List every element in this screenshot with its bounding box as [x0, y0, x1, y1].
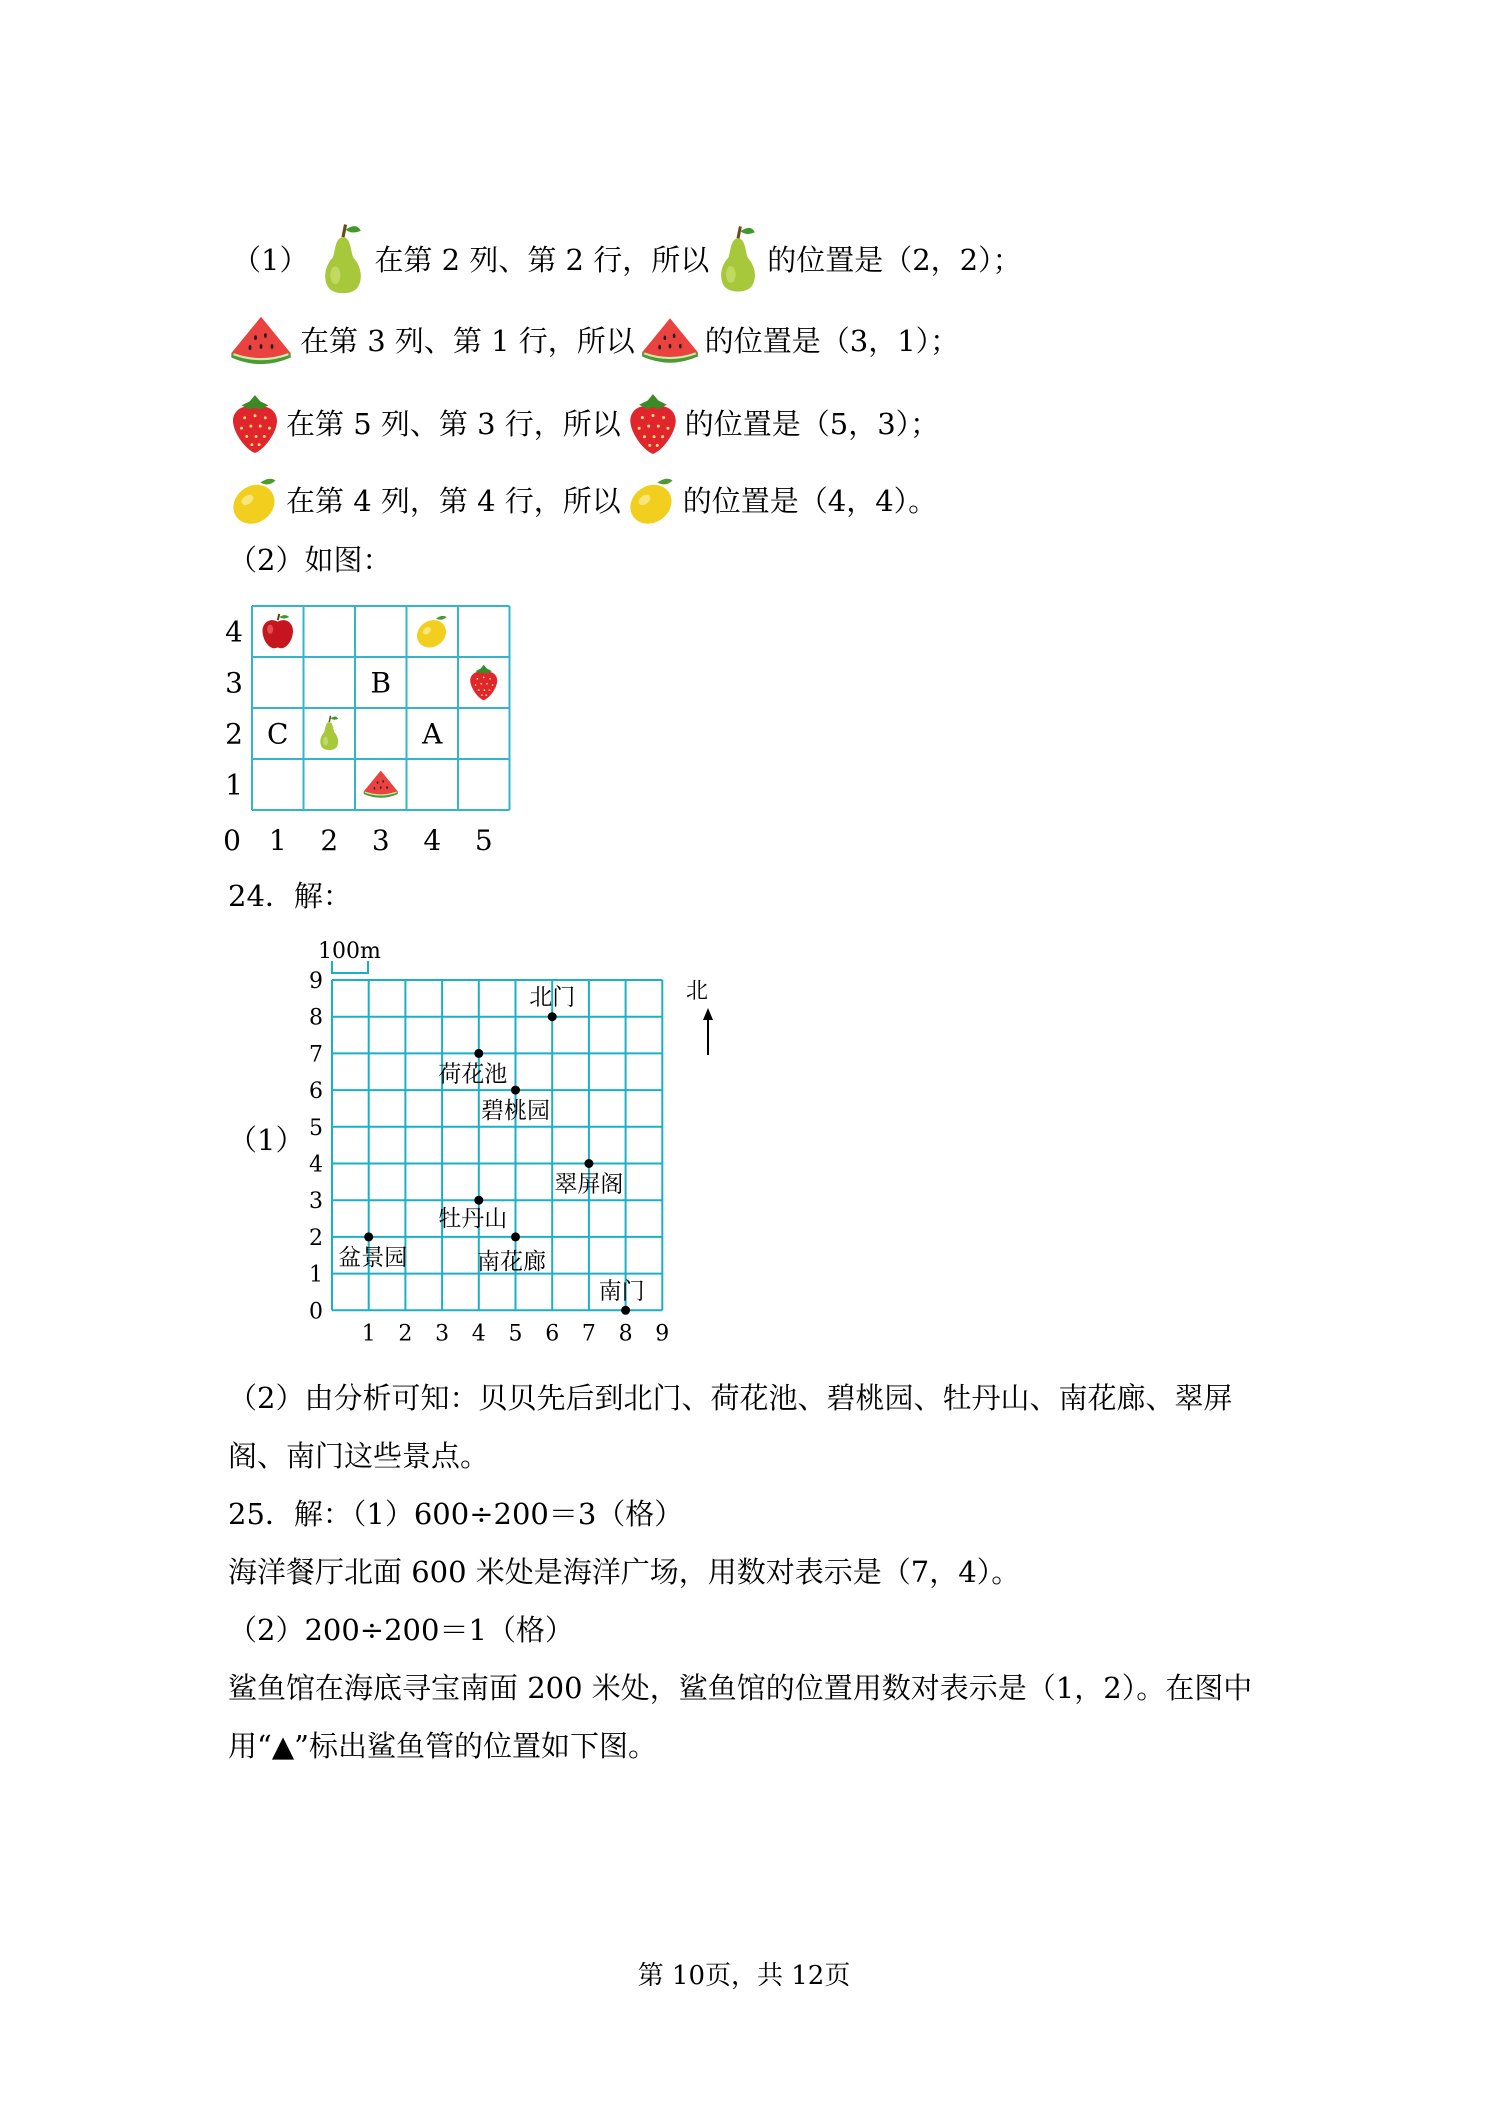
map-y-tick: 6: [309, 1079, 323, 1105]
lemon-line: [228, 470, 937, 532]
lemon-icon: [412, 614, 452, 653]
lemon-text-end: 的位置是（4，4）。: [682, 484, 938, 518]
q1-prefix: （1）: [232, 243, 309, 277]
q25-line2: [228, 1552, 1020, 1592]
watermelon-line: [228, 313, 959, 369]
x-tick-label: 0: [223, 824, 241, 857]
q24-q2-line2-text: 阁、南门这些景点。: [228, 1439, 490, 1473]
strawberry-icon: [228, 393, 282, 455]
map-y-tick: 4: [309, 1152, 323, 1178]
map-point-label: 荷花池: [438, 1061, 508, 1088]
map-point-dot: [584, 1159, 593, 1168]
apple-icon: [262, 614, 293, 648]
q24-q2-line1-text: （2）由分析可知：贝贝先后到北门、荷花池、碧桃园、牡丹山、南花廊、翠屏: [228, 1381, 1233, 1415]
map-point-dot: [474, 1196, 483, 1205]
park-map: [290, 930, 730, 1350]
pear-icon: [320, 716, 338, 750]
watermelon-icon: [228, 313, 294, 369]
map-y-tick: 7: [309, 1042, 323, 1068]
map-point-dot: [548, 1012, 557, 1021]
map-x-tick: 4: [471, 1321, 486, 1347]
y-tick-label: 3: [225, 666, 243, 700]
strawberry-icon: [625, 392, 681, 456]
pear-text-mid: 在第 2 列、第 2 行，所以: [374, 243, 710, 277]
q24-heading: [228, 876, 352, 916]
strawberry-line: [228, 392, 939, 456]
map-point-dot: [511, 1086, 520, 1095]
strawberry-icon: [470, 665, 497, 700]
map-point-label: 翠屏阁: [554, 1171, 624, 1198]
y-tick-label: 4: [225, 615, 243, 649]
x-tick-label: 2: [320, 824, 339, 857]
watermelon-icon: [639, 314, 701, 368]
strawberry-text-end: 的位置是（5，3）；: [684, 407, 940, 441]
watermelon-text-end: 的位置是（3，1）；: [704, 324, 960, 358]
map-y-tick: 2: [309, 1225, 323, 1251]
map-point-label: 碧桃园: [481, 1098, 550, 1125]
q25-line4: [228, 1668, 1252, 1708]
q2-label: [228, 540, 391, 580]
map-point-dot: [511, 1232, 520, 1241]
pear-text-end: 的位置是（2，2）；: [767, 243, 1022, 277]
map-x-tick: 1: [361, 1321, 376, 1347]
map-x-tick: 8: [618, 1321, 633, 1347]
map-y-tick: 5: [309, 1115, 323, 1141]
q25-line2-text: 海洋餐厅北面 600 米处是海洋广场，用数对表示是（7，4）。: [228, 1555, 1021, 1589]
q2-text: （2）如图：: [228, 543, 392, 577]
x-tick-label: 5: [474, 824, 493, 857]
map-x-tick: 5: [508, 1321, 523, 1347]
watermelon-icon: [364, 771, 398, 798]
map-point-dot: [474, 1049, 483, 1058]
pear-icon: [316, 222, 370, 298]
q24-q2-line2: [228, 1436, 489, 1476]
y-tick-label: 2: [225, 717, 243, 751]
map-y-tick: 0: [309, 1299, 323, 1325]
fruit-grid: [220, 600, 540, 860]
map-x-tick: 2: [398, 1321, 413, 1347]
lemon-text-mid: 在第 4 列，第 4 行，所以: [286, 484, 621, 518]
map-y-tick: 8: [309, 1005, 323, 1031]
north-label: 北: [685, 979, 709, 1004]
map-x-tick: 9: [655, 1321, 670, 1347]
map-point-label: 盆景园: [338, 1244, 408, 1271]
map-x-tick: 7: [581, 1321, 596, 1347]
pear-line: [232, 222, 1022, 298]
map-point-label: 牡丹山: [438, 1206, 508, 1233]
q25-line5: [228, 1726, 657, 1766]
map-y-tick: 1: [309, 1262, 323, 1288]
grid-items: [262, 614, 497, 798]
map-point-label: 南门: [598, 1278, 645, 1305]
strawberry-text-mid: 在第 5 列、第 3 行，所以: [286, 407, 621, 441]
map-point-label: 北门: [529, 984, 576, 1011]
q25-line1-text: 25．解：（1）600÷200＝3（格）: [228, 1497, 684, 1531]
map-point-dot: [364, 1232, 373, 1241]
q25-line3: [228, 1610, 574, 1650]
north-arrow: [686, 979, 713, 1055]
q25-line4-text: 鲨鱼馆在海底寻宝南面 200 米处，鲨鱼馆的位置用数对表示是（1，2）。在图中: [228, 1671, 1253, 1705]
map-y-tick: 9: [309, 969, 323, 994]
y-tick-label: 1: [225, 768, 243, 802]
scale-bar: [318, 939, 381, 973]
q24-q2-line1: [228, 1378, 1232, 1418]
q25-line5-text: 用“▲”标出鲨鱼管的位置如下图。: [228, 1729, 657, 1763]
page-footer: 第 10页，共 12页: [637, 1961, 851, 1991]
q24-heading-text: 24．解：: [228, 879, 352, 913]
x-tick-label: 3: [371, 824, 390, 857]
grid-ticks: [223, 616, 493, 858]
q25-line3-text: （2）200÷200＝1（格）: [228, 1613, 574, 1647]
x-tick-label: 4: [423, 824, 442, 857]
grid-letter-a: A: [422, 717, 443, 751]
lemon-icon: [228, 470, 282, 532]
q24-q1-label-text: （1）: [228, 1123, 305, 1157]
watermelon-text-mid: 在第 3 列、第 1 行，所以: [300, 324, 635, 358]
map-x-tick: 3: [435, 1321, 450, 1347]
q25-line1: [228, 1494, 683, 1534]
x-tick-label: 1: [268, 824, 287, 857]
grid-letter-c: C: [267, 717, 289, 751]
pear-icon: [713, 224, 763, 296]
map-x-tick: 6: [545, 1321, 560, 1347]
grid-letter-b: B: [370, 666, 392, 700]
scale-label: 100m: [318, 939, 381, 964]
map-points: [338, 985, 644, 1315]
map-point-label: 南花廊: [477, 1248, 546, 1275]
map-y-tick: 3: [309, 1189, 323, 1215]
lemon-icon: [625, 470, 679, 532]
map-point-dot: [621, 1306, 630, 1315]
